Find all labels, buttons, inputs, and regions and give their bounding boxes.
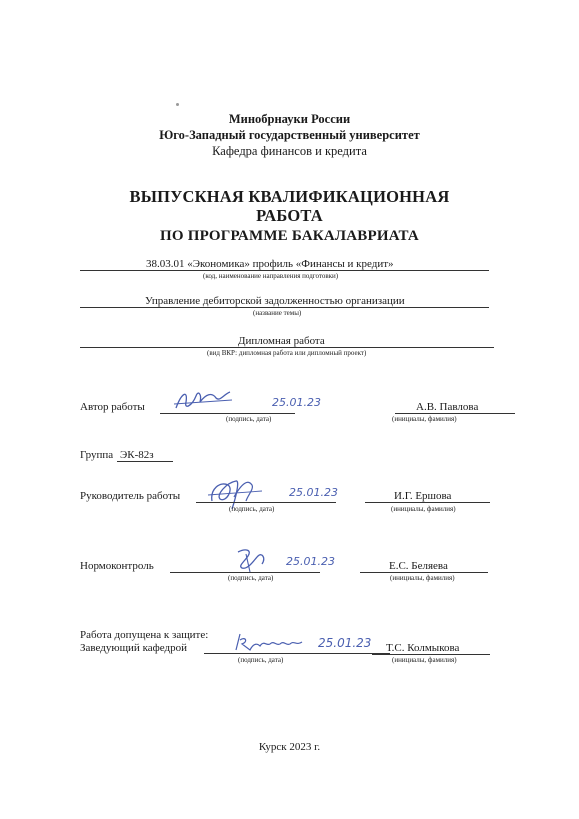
admission-label: Работа допущена к защите: — [80, 629, 209, 641]
head-signature-icon — [232, 630, 312, 654]
topic-value: Управление дебиторской задолженностью организации — [145, 295, 405, 307]
city-year: Курск 2023 г. — [258, 741, 321, 753]
group-value: ЭК-82з — [120, 449, 154, 461]
direction-value: 38.03.01 «Экономика» профиль «Финансы и кредит» — [146, 258, 394, 270]
supervisor-signature-caption: (подпись, дата) — [229, 505, 275, 513]
normcontrol-signature-underline — [170, 572, 320, 573]
group-label: Группа — [80, 449, 114, 461]
group-underline — [117, 461, 173, 462]
supervisor-name-underline — [365, 502, 490, 503]
ministry-name: Минобрнауки России — [228, 112, 351, 126]
normcontrol-name-underline — [360, 572, 488, 573]
author-signature-date: 25.01.23 — [272, 396, 321, 409]
author-signature-icon — [172, 388, 234, 414]
supervisor-signature-underline — [196, 502, 336, 503]
head-of-department-label: Заведующий кафедрой — [80, 642, 187, 654]
supervisor-name: И.Г. Ершова — [394, 490, 452, 502]
direction-caption: (код, наименование направления подготовки) — [203, 272, 339, 280]
head-name: Т.С. Колмыкова — [386, 642, 460, 654]
work-title-line1: ВЫПУСКНАЯ КВАЛИФИКАЦИОННАЯ — [129, 187, 450, 206]
author-name: А.В. Павлова — [416, 401, 479, 413]
topic-underline — [80, 307, 489, 308]
topic-caption: (название темы) — [253, 309, 302, 317]
author-signature-caption: (подпись, дата) — [226, 415, 272, 423]
head-name-caption: (инициалы, фамилия) — [392, 656, 457, 664]
normcontrol-name-caption: (инициалы, фамилия) — [390, 574, 455, 582]
author-name-underline — [395, 413, 515, 414]
work-type-value: Дипломная работа — [238, 335, 325, 347]
author-name-caption: (инициалы, фамилия) — [392, 415, 457, 423]
work-type-caption: (вид ВКР: дипломная работа или дипломный проект) — [207, 349, 367, 357]
work-type-underline — [80, 347, 494, 348]
head-name-underline — [372, 654, 490, 655]
author-signature-underline — [160, 413, 295, 414]
normcontrol-signature-caption: (подпись, дата) — [228, 574, 274, 582]
head-signature-underline — [204, 653, 390, 654]
supervisor-signature-date: 25.01.23 — [289, 486, 338, 499]
normcontrol-name: Е.С. Беляева — [389, 560, 448, 572]
supervisor-name-caption: (инициалы, фамилия) — [391, 505, 456, 513]
work-title-line3: ПО ПРОГРАММЕ БАКАЛАВРИАТА — [160, 228, 419, 244]
normcontrol-signature-icon — [232, 546, 272, 574]
author-label: Автор работы — [80, 401, 145, 413]
department-name: Кафедра финансов и кредита — [212, 144, 367, 158]
supervisor-label: Руководитель работы — [80, 490, 181, 502]
work-title-line2: РАБОТА — [256, 206, 323, 225]
normcontrol-label: Нормоконтроль — [80, 560, 154, 572]
university-name: Юго-Западный государственный университет — [159, 128, 420, 142]
head-signature-caption: (подпись, дата) — [238, 656, 284, 664]
head-signature-date: 25.01.23 — [318, 636, 372, 650]
scan-speck — [176, 103, 179, 106]
direction-underline — [80, 270, 489, 271]
normcontrol-signature-date: 25.01.23 — [286, 555, 335, 568]
